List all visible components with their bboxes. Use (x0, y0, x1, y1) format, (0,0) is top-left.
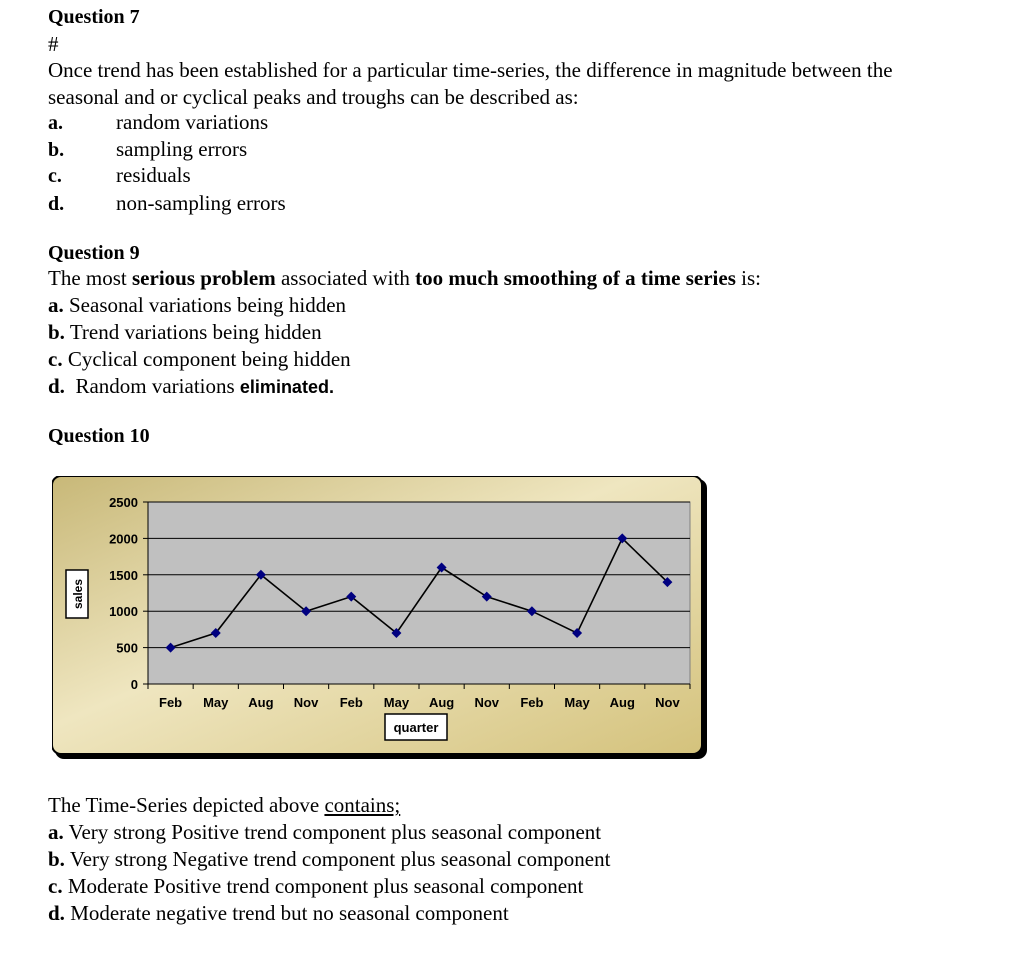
q9-option-d (48, 374, 334, 399)
y-axis-label: sales (71, 578, 85, 610)
x-tick-label: Aug (609, 695, 635, 710)
q9-stem-part3: is: (735, 266, 761, 290)
q10-option-a (48, 820, 601, 845)
y-tick-label: 2500 (109, 495, 138, 510)
x-tick-label: May (203, 695, 229, 710)
q10-option-c-text: Moderate Positive trend component plus seasonal component (67, 874, 584, 898)
q9-option-b (48, 320, 322, 345)
x-tick-label: Aug (248, 695, 274, 710)
plot-area (148, 502, 690, 684)
question-7-stem-line1: Once trend has been established for a particular time-series, the difference in magnitude between the (48, 58, 893, 82)
q7-option-a-letter: a. (48, 112, 63, 134)
q9-stem-part1: The most (48, 266, 132, 290)
q10-option-d-text: Moderate negative trend but no seasonal component (70, 901, 509, 925)
q10-option-c (48, 874, 583, 899)
x-tick-label: Feb (159, 695, 183, 710)
q9-option-d-text: Random variations (75, 374, 235, 398)
q9-stem-bold1: serious problem (132, 266, 276, 290)
y-tick-label: 500 (116, 640, 138, 656)
q10-option-c-letter: c. (48, 874, 63, 898)
q9-stem-part2: associated with (275, 266, 416, 290)
q9-option-b-letter: b. (48, 320, 65, 344)
question-10-heading: Question 10 (48, 425, 150, 447)
x-axis-label: quarter (393, 720, 439, 735)
q10-option-d-letter: d. (48, 901, 65, 925)
question-7-hash: # (48, 32, 59, 56)
y-tick-label: 2000 (109, 531, 138, 547)
q7-option-d-text: non-sampling errors (116, 191, 286, 215)
y-tick-label: 1500 (109, 567, 138, 583)
x-tick-label: May (564, 695, 590, 710)
q7-option-b-text: sampling errors (116, 137, 248, 161)
q10-option-a-letter: a. (48, 820, 64, 844)
q9-option-a-text: Seasonal variations being hidden (69, 293, 347, 317)
q7-option-b-letter: b. (48, 139, 65, 161)
x-tick-label: Nov (474, 695, 500, 710)
question-7-stem-line2: seasonal and or cyclical peaks and troughs can be described as: (48, 85, 579, 109)
q10-stem-underlined: contains; (324, 793, 401, 817)
q9-stem-bold2: too much smoothing of a time series (415, 266, 736, 290)
x-tick-label: Aug (428, 695, 455, 710)
q10-option-d (48, 901, 509, 926)
q9-option-b-text: Trend variations being hidden (69, 320, 322, 344)
q7-option-c-letter: c. (48, 165, 62, 187)
q7-option-c-text: residuals (116, 163, 191, 187)
chart-svg (52, 476, 708, 760)
q10-option-b-text: Very strong Negative trend component plus seasonal component (69, 847, 611, 871)
time-series-chart (52, 476, 708, 760)
q10-stem-text: The Time-Series depicted above (48, 793, 325, 817)
x-tick-label: May (383, 695, 410, 710)
q9-option-d-letter: d. (48, 374, 65, 398)
y-tick-label: 1000 (109, 604, 138, 620)
q10-option-a-text: Very strong Positive trend component plus seasonal component (68, 820, 602, 844)
q9-option-a (48, 293, 346, 318)
q9-option-d-bold-suffix: eliminated. (239, 377, 334, 397)
q7-option-d-letter: d. (48, 193, 65, 215)
x-tick-label: Feb (520, 695, 544, 710)
q9-option-c-letter: c. (48, 347, 63, 371)
x-tick-label: Nov (655, 695, 680, 710)
q9-option-c (48, 347, 351, 372)
question-9-stem (48, 266, 761, 291)
q9-option-c-text: Cyclical component being hidden (67, 347, 351, 371)
question-9-heading: Question 9 (48, 242, 140, 264)
q10-option-b-letter: b. (48, 847, 65, 871)
x-tick-label: Nov (293, 695, 319, 710)
question-7-heading: Question 7 (48, 6, 140, 28)
x-tick-label: Feb (339, 695, 363, 710)
q7-option-a-text: random variations (116, 110, 269, 134)
q9-option-a-letter: a. (48, 293, 64, 317)
q10-option-b (48, 847, 610, 872)
question-10-stem (48, 793, 400, 818)
y-tick-label: 0 (130, 677, 138, 692)
